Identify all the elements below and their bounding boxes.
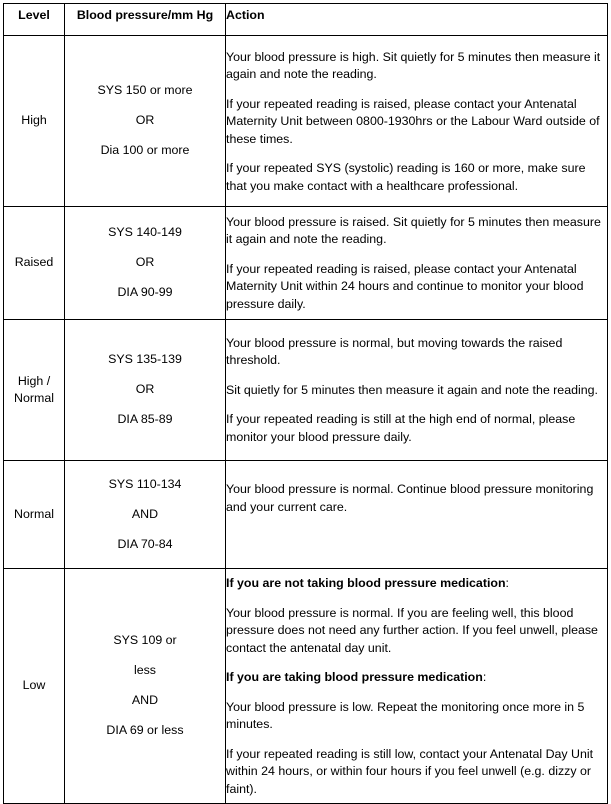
bp-cell	[65, 461, 226, 569]
action-cell	[226, 207, 608, 320]
table-header-row	[4, 4, 608, 36]
level-cell: High	[4, 36, 65, 207]
action-text: Your blood pressure is raised. Sit quietly for 5 minutes then measure it again and note the reading.	[226, 214, 601, 247]
action-text: If your repeated reading is raised, please contact your Antenatal Maternity Unit between 0800-1930hrs or the Labour Ward outside of these times.	[226, 96, 600, 146]
bp-criterion: SYS 109 or	[113, 633, 177, 648]
level-cell: Normal	[4, 461, 65, 569]
level-cell	[4, 320, 65, 461]
table-row-low	[4, 569, 608, 804]
bp-criterion: less	[133, 663, 157, 678]
bp-criterion: SYS 135-139	[108, 352, 182, 367]
bp-criterion: SYS 150 or more	[97, 83, 193, 98]
bp-connector: OR	[135, 255, 155, 270]
bp-criterion: DIA 85-89	[117, 412, 173, 427]
bp-connector: OR	[135, 113, 155, 128]
action-text: Sit quietly for 5 minutes then measure it again and note the reading.	[226, 382, 598, 397]
action-cell	[226, 320, 608, 461]
bp-criterion: SYS 140-149	[108, 225, 182, 240]
level-cell: Raised	[4, 207, 65, 320]
bp-criterion: Dia 100 or more	[100, 143, 190, 158]
bp-cell	[65, 207, 226, 320]
bp-connector: AND	[131, 506, 159, 521]
level-cell: Low	[4, 569, 65, 804]
action-text: Your blood pressure is normal. If you are feeling well, this blood pressure does not need any further action. If you feel unwell, please contact the antenatal day unit.	[226, 605, 598, 655]
section-heading-not-taking-medication	[226, 575, 607, 593]
action-text: If your repeated reading is raised, please contact your Antenatal Maternity Unit within 24 hours and continue to monitor your blood pressure daily.	[226, 261, 584, 311]
action-text: Your blood pressure is normal, but moving towards the raised threshold.	[226, 335, 563, 368]
heading-text: If you are not taking blood pressure medication	[226, 576, 506, 590]
level-label-line: Normal	[14, 391, 54, 405]
level-label-line: High /	[17, 373, 51, 388]
action-text: If your repeated reading is still low, contact your Antenatal Day Unit within 24 hours, or within four hours if you feel unwell (e.g. dizzy or faint).	[226, 746, 594, 796]
header-action: Action	[226, 4, 608, 36]
bp-criterion: SYS 110-134	[108, 476, 182, 491]
heading-suffix: :	[505, 576, 509, 590]
heading-text: If you are taking blood pressure medication	[226, 670, 483, 684]
bp-cell	[65, 36, 226, 207]
action-text: Your blood pressure is normal. Continue blood pressure monitoring and your current care.	[226, 482, 594, 514]
table-row-high-normal	[4, 320, 608, 461]
bp-connector: OR	[135, 382, 155, 397]
action-text: Your blood pressure is low. Repeat the monitoring once more in 5 minutes.	[226, 699, 585, 731]
bp-criterion: DIA 69 or less	[106, 723, 184, 738]
action-cell	[226, 36, 608, 207]
bp-criterion: DIA 70-84	[117, 536, 173, 551]
header-level: Level	[4, 4, 65, 36]
blood-pressure-table	[3, 3, 608, 804]
action-text: If your repeated reading is still at the high end of normal, please monitor your blood pressure daily.	[226, 412, 576, 444]
action-cell	[226, 569, 608, 804]
action-text: Your blood pressure is high. Sit quietly for 5 minutes then measure it again and note the reading.	[226, 49, 601, 82]
header-blood-pressure: Blood pressure/mm Hg	[65, 4, 226, 36]
bp-connector: AND	[131, 693, 159, 708]
table-row-high	[4, 36, 608, 207]
action-cell	[226, 461, 608, 569]
bp-cell	[65, 320, 226, 461]
bp-criterion: DIA 90-99	[117, 285, 173, 300]
action-text: If your repeated SYS (systolic) reading is 160 or more, make sure that you make contact with a healthcare professional.	[226, 161, 586, 193]
bp-cell	[65, 569, 226, 804]
table-row-raised	[4, 207, 608, 320]
table-row-normal	[4, 461, 608, 569]
heading-suffix: :	[482, 670, 487, 684]
section-heading-taking-medication	[226, 669, 607, 687]
